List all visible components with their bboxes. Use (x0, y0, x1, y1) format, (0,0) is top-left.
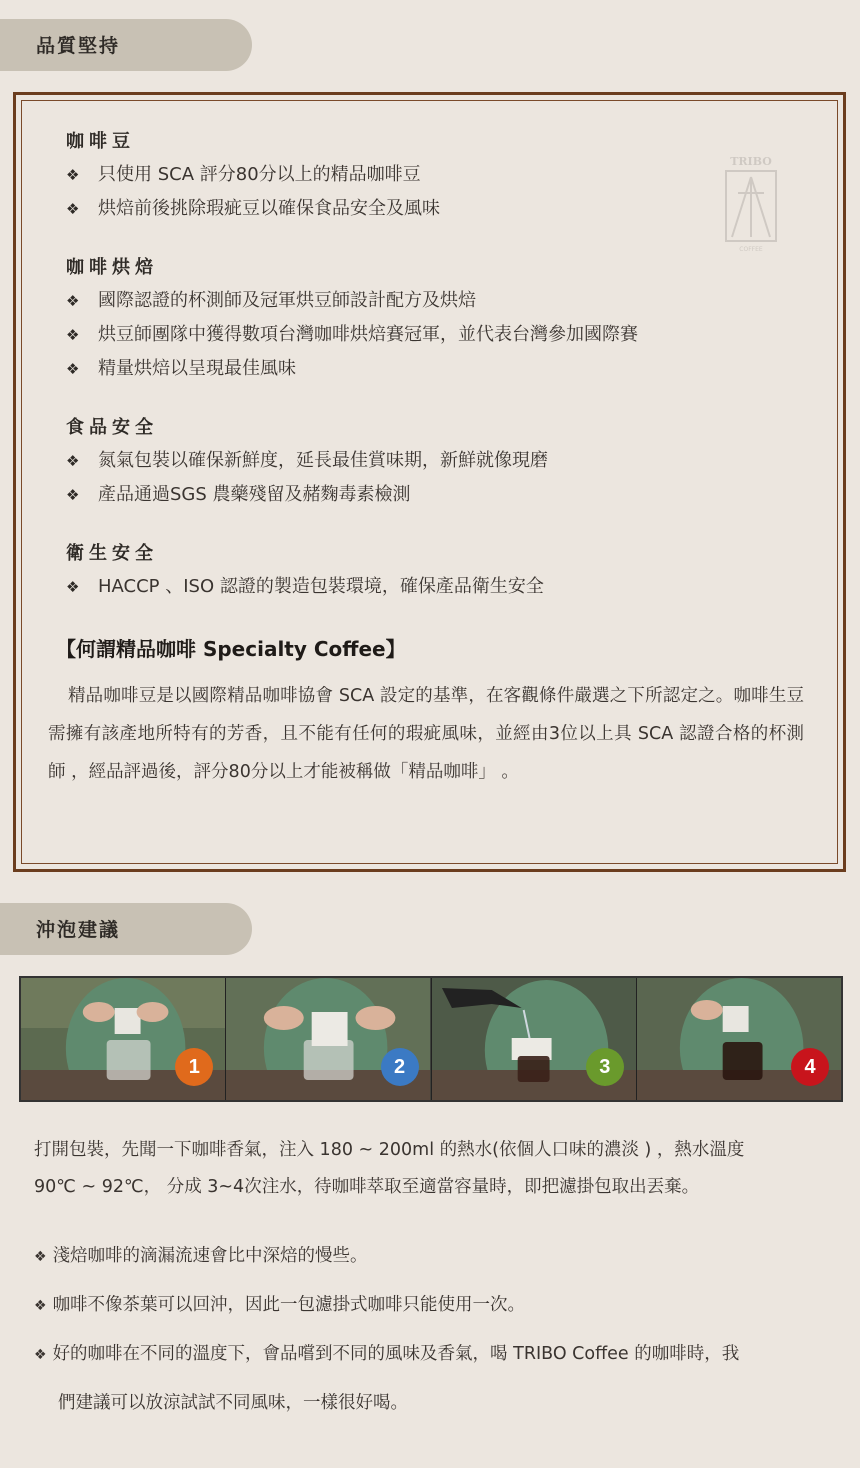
tip-item-continued: 們建議可以放涼試試不同風味，一樣很好喝。 (58, 1393, 408, 1413)
step-photo-1 (21, 978, 226, 1100)
instructions-line-2: 90℃ ~ 92℃， 分成 3~4次注水，待咖啡萃取至適當容量時，即把濾掛包取出丟棄。 (34, 1177, 700, 1197)
bullet-icon: ❖ (34, 1249, 47, 1265)
brewing-steps-photos (19, 976, 843, 1102)
list-item: ❖ 國際認證的杯測師及冠軍烘豆師設計配方及烘焙 (66, 290, 476, 311)
list-item: ❖ HACCP 、ISO 認證的製造包裝環境，確保產品衛生安全 (66, 576, 544, 597)
section-title: 沖泡建議 (36, 919, 121, 941)
list-item: ❖ 只使用 SCA 評分80分以上的精品咖啡豆 (66, 164, 421, 185)
bullet-icon: ❖ (34, 1298, 47, 1314)
quality-panel (13, 92, 846, 872)
section-tab-brewing (0, 903, 252, 955)
step-photo-2 (226, 978, 431, 1100)
bullet-icon: ❖ (66, 200, 80, 218)
step-number-badge: 4 (791, 1048, 829, 1086)
section-title: 品質堅持 (36, 35, 121, 57)
step-photo-4 (637, 978, 841, 1100)
heading-hygiene: 衛生安全 (66, 543, 158, 564)
list-item: ❖ 烘焙前後挑除瑕疵豆以確保食品安全及風味 (66, 198, 440, 219)
tip-item: ❖ 好的咖啡在不同的溫度下，會品嚐到不同的風味及香氣，喝 TRIBO Coffee 的咖啡時，我 (34, 1344, 740, 1364)
list-item: ❖ 產品通過SGS 農藥殘留及赭麴毒素檢測 (66, 484, 411, 505)
instructions-line-1: 打開包裝，先聞一下咖啡香氣，注入 180 ~ 200ml 的熱水(依個人口味的濃淡 ) ，熱水溫度 (34, 1140, 745, 1160)
step-number-badge: 1 (175, 1048, 213, 1086)
list-item: ❖ 精量烘焙以呈現最佳風味 (66, 358, 296, 379)
bullet-icon: ❖ (66, 292, 80, 310)
heading-food-safety: 食品安全 (66, 417, 158, 438)
bullet-icon: ❖ (66, 452, 80, 470)
section-tab-quality (0, 19, 252, 71)
step-number-badge: 3 (586, 1048, 624, 1086)
bullet-icon: ❖ (66, 166, 80, 184)
tip-item: ❖ 咖啡不像茶葉可以回沖，因此一包濾掛式咖啡只能使用一次。 (34, 1295, 526, 1315)
bullet-icon: ❖ (66, 360, 80, 378)
svg-text:COFFEE: COFFEE (739, 246, 763, 253)
svg-text:TRIBO: TRIBO (730, 155, 772, 168)
list-item: ❖ 烘豆師團隊中獲得數項台灣咖啡烘焙賽冠軍，並代表台灣參加國際賽 (66, 324, 638, 345)
heading-coffee-beans: 咖啡豆 (66, 131, 135, 152)
tribo-logo-watermark (722, 153, 780, 255)
specialty-paragraph: 精品咖啡豆是以國際精品咖啡協會 SCA 設定的基準，在客觀條件嚴選之下所認定之。咖啡生豆需擁有該產地所特有的芳香，且不能有任何的瑕疵風味，並經由3位以上具 SCA 認證合格的杯測師 ，經品評過後，評分80分以上才能被稱做「精品咖啡」 。 (48, 686, 804, 782)
bullet-icon: ❖ (66, 326, 80, 344)
bullet-icon: ❖ (34, 1347, 47, 1363)
list-item: ❖ 氮氣包裝以確保新鮮度，延長最佳賞味期，新鮮就像現磨 (66, 450, 548, 471)
step-photo-3 (432, 978, 637, 1100)
step-number-badge: 2 (381, 1048, 419, 1086)
specialty-title: 【何謂精品咖啡 Specialty Coffee】 (56, 637, 406, 661)
bullet-icon: ❖ (66, 486, 80, 504)
bullet-icon: ❖ (66, 578, 80, 596)
heading-roasting: 咖啡烘焙 (66, 257, 158, 278)
tip-item: ❖ 淺焙咖啡的滴漏流速會比中深焙的慢些。 (34, 1246, 368, 1266)
